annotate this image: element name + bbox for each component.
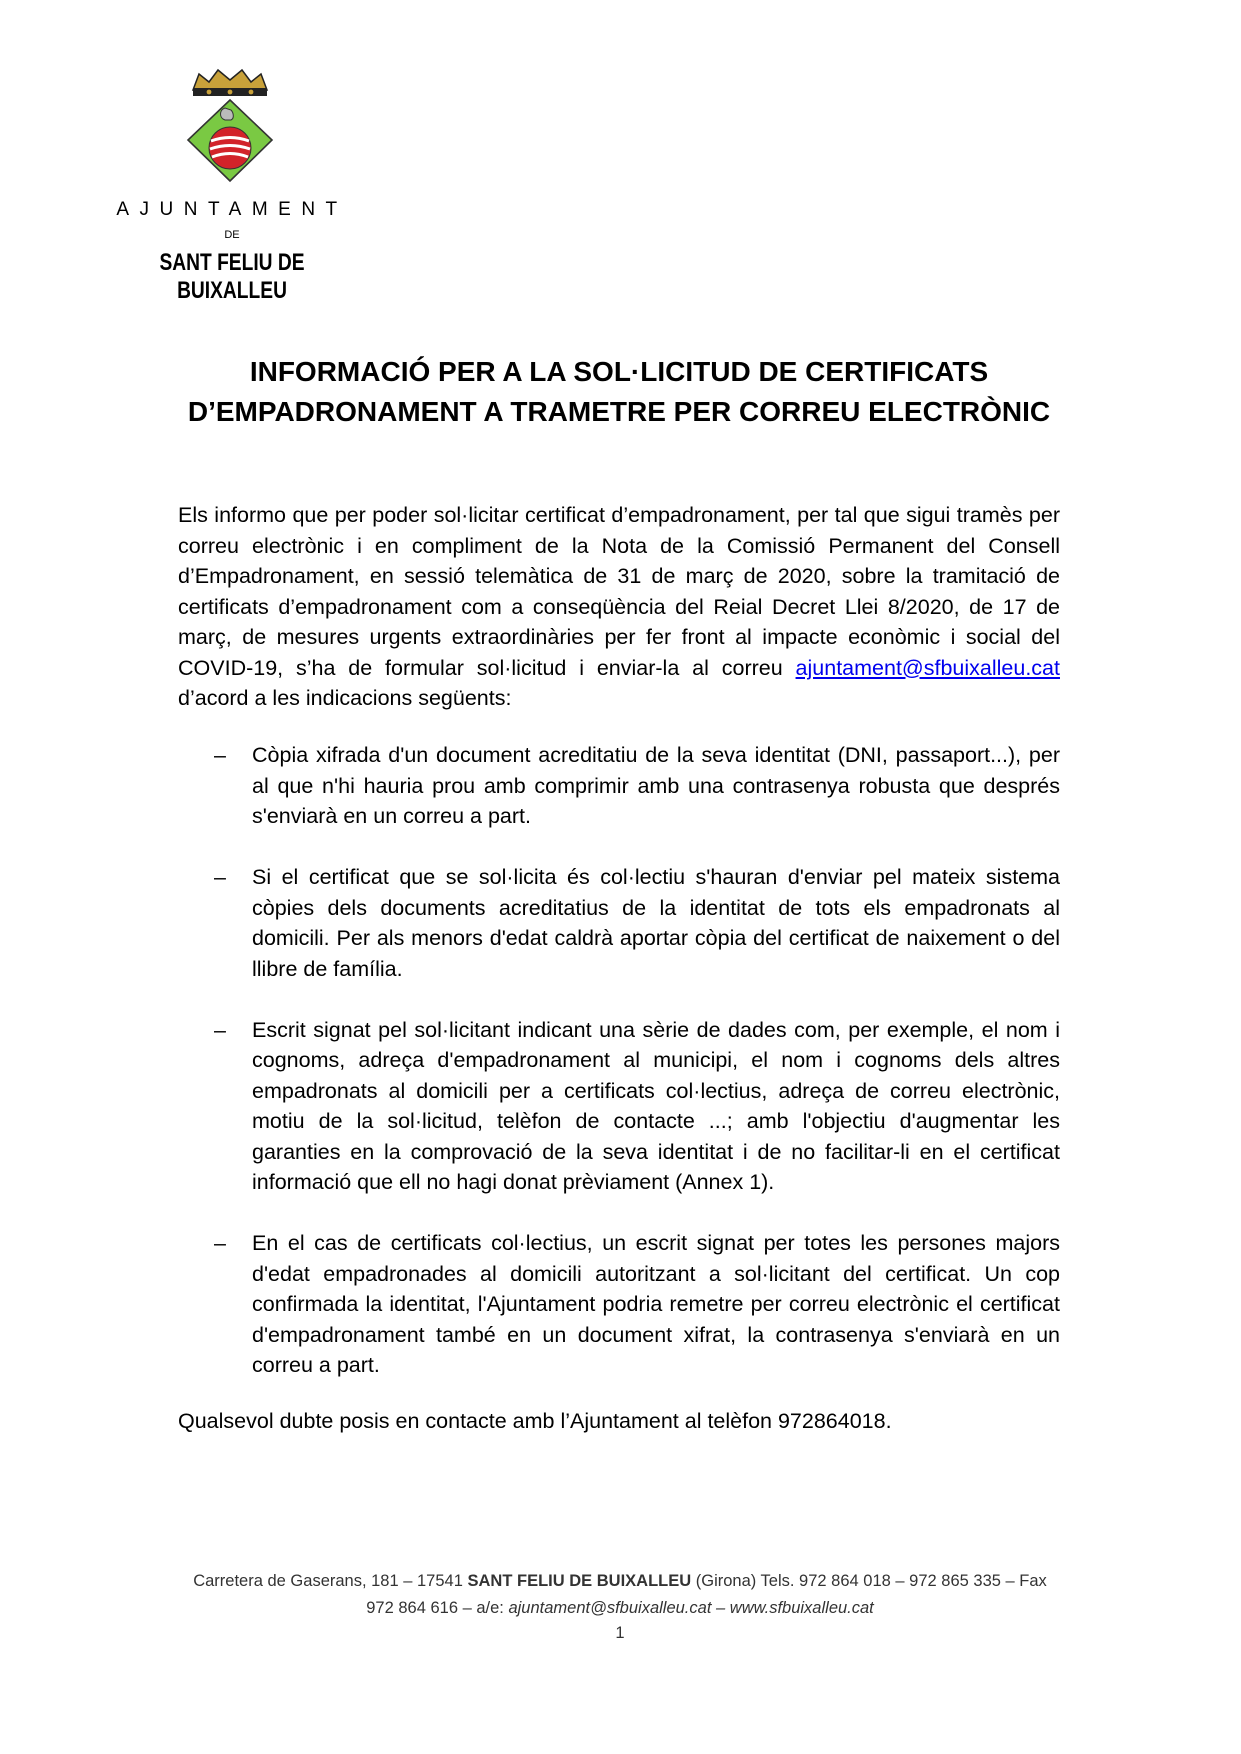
list-item [178,862,1060,984]
list-item-text: En el cas de certificats col·lectius, un escrit signat per totes les persones majors d'edat empadronades al domicili autoritzant a sol·licitant del certificat. Un cop confirmada la identitat, l'Ajuntament podria remetre per correu electrònic el certificat d'empadronament també en un document xifrat, la contrasenya s'enviarà en un correu a part. [252,1231,1060,1377]
email-link[interactable]: ajuntament@sfbuixalleu.cat [795,655,1060,680]
footer-email: ajuntament@sfbuixalleu.cat [508,1599,712,1617]
list-item [178,1015,1060,1198]
footer-separator: – [716,1599,726,1617]
footer-website: www.sfbuixalleu.cat [729,1599,874,1617]
intro-text-after: d’acord a les indicacions següents: [178,686,512,710]
list-item-text: Còpia xifrada d'un document acreditatiu de la seva identitat (DNI, passaport...), per al que n'hi hauria prou amb comprimir amb una contrasenya robusta que després s'enviarà en un correu a part. [252,743,1060,828]
footer-address: Carretera de Gaserans, 181 – 17541 [193,1572,463,1590]
page-number: 1 [615,1624,625,1642]
footer-contact: (Girona) Tels. 972 864 018 – 972 865 335 – Fax 972 864 616 – a/e: [366,1572,1047,1617]
council-name: AJUNTAMENT [116,199,348,220]
bullet-dash-icon: – [214,743,226,767]
footer-town: SANT FELIU DE BUIXALLEU [467,1572,692,1590]
bullet-dash-icon: – [214,1231,226,1255]
list-item-text: Si el certificat que se sol·licita és col·lectiu s'hauran d'enviar pel mateix sistema còpies dels documents acreditatius de la identitat de tots els empadronats al domicili. Per als menors d'edat caldrà aportar còpia del certificat de naixement o del llibre de família. [252,865,1060,981]
intro-paragraph [178,500,1060,714]
town-name: SANT FELIU DE BUIXALLEU [159,249,305,304]
intro-text: Els informo que per poder sol·licitar certificat d’empadronament, per tal que sigui tramès per correu electrònic i en compliment de la Nota de la Comissió Permanent del Consell d’Empadronament, en sessió telemàtica de 31 de març de 2020, sobre la tramitació de certificats d’empadronament com a conseqüència del Reial Decret Llei 8/2020, de 17 de març, de mesures urgents extraordinàries per fer front al impacte econòmic i social del COVID-19, s’ha de formular sol·licitud i enviar-la al correu [178,503,1060,680]
shield-icon [188,100,272,181]
coat-of-arms-logo [185,68,275,183]
requirements-list [178,740,1060,1411]
list-item [178,1228,1060,1381]
page-title: INFORMACIÓ PER A LA SOL·LICITUD DE CERTIFICATS D’EMPADRONAMENT A TRAMETRE PER CORREU ELECTRÒNIC [187,356,1051,427]
list-item [178,740,1060,832]
list-item-text: Escrit signat pel sol·licitant indicant una sèrie de dades com, per exemple, el nom i cognoms, adreça d'empadronament al municipi, el nom i cognoms dels altres empadronats al domicili per a certificats col·lectius, adreça de correu electrònic, motiu de la sol·licitud, telèfon de contacte ...; amb l'objectiu d'augmentar les garanties en la comprovació de la seva identitat i de no facilitar-li en el certificat informació que ell no hagi donat prèviament (Annex 1). [252,1017,1060,1194]
bullet-dash-icon: – [214,1017,226,1042]
bullet-dash-icon: – [214,865,226,889]
council-de: DE [224,229,240,241]
page-footer [190,1568,1050,1622]
closing-paragraph: Qualsevol dubte posis en contacte amb l’Ajuntament al telèfon 972864018. [178,1409,892,1433]
crown-icon [193,70,267,96]
